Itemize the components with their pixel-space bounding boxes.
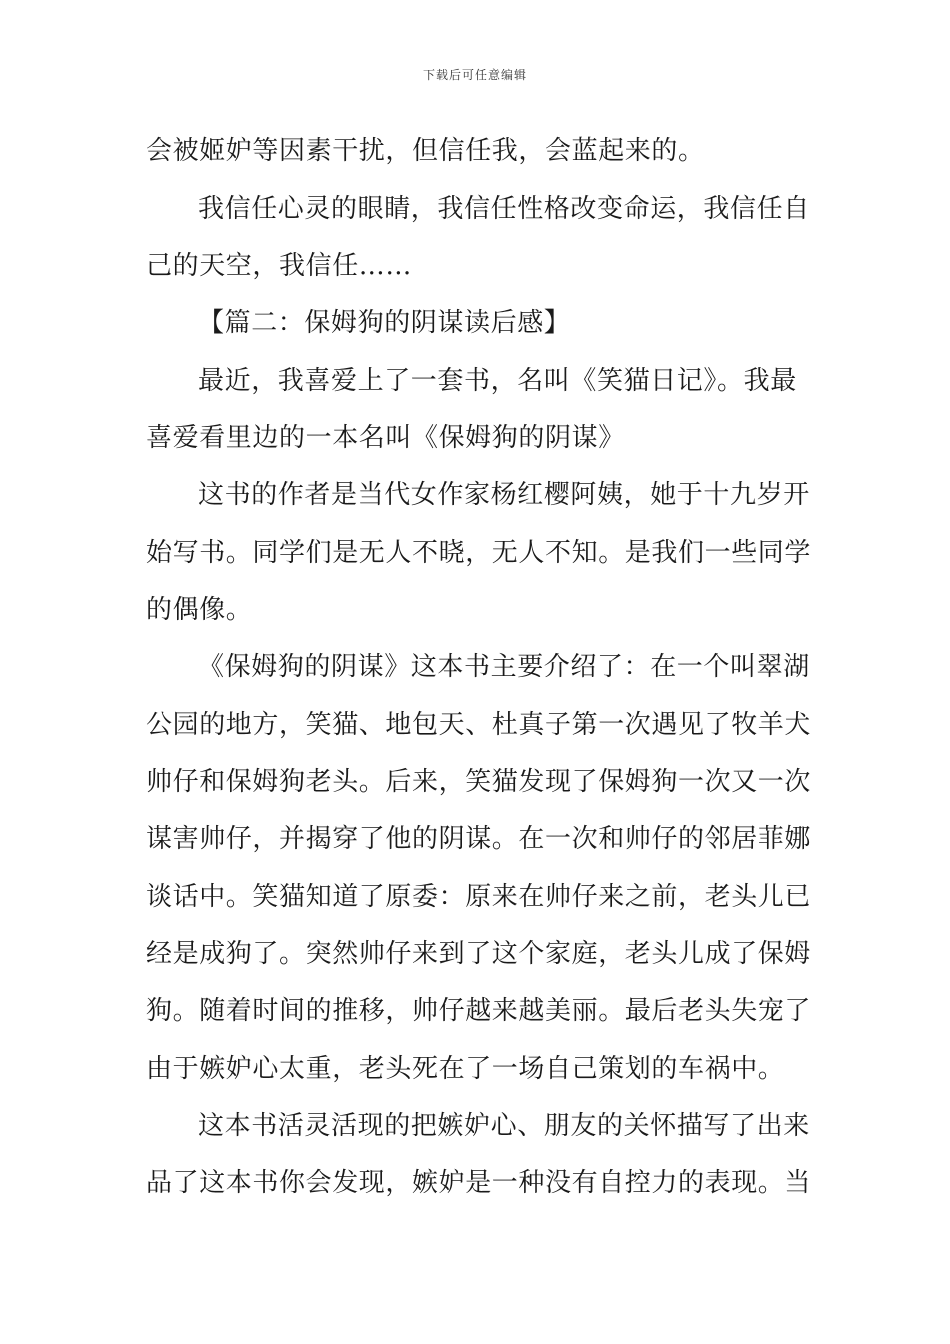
text-line: 这书的作者是当代女作家杨红樱阿姨，她于十九岁开	[198, 480, 810, 510]
text-line: 这本书活灵活现的把嫉妒心、朋友的关怀描写了出来	[198, 1111, 810, 1141]
text-line: 谈话中。笑猫知道了原委：原来在帅仔来之前，老头儿已	[146, 882, 812, 912]
text-line: 的偶像。	[146, 595, 253, 625]
text-line: 帅仔和保姆狗老头。后来，笑猫发现了保姆狗一次又一次	[146, 767, 812, 797]
text-line: 《保姆狗的阴谋》这本书主要介绍了：在一个叫翠湖	[198, 652, 810, 682]
text-line: 喜爱看里边的一本名叫《保姆狗的阴谋》	[146, 423, 625, 453]
text-line: 经是成狗了。突然帅仔来到了这个家庭，老头儿成了保姆	[146, 939, 812, 969]
section-heading: 【篇二：保姆狗的阴谋读后感】	[198, 308, 571, 338]
text-line: 己的天空，我信任……	[146, 251, 413, 281]
text-line: 狗。随着时间的推移，帅仔越来越美丽。最后老头失宠了	[146, 996, 812, 1026]
text-line: 始写书。同学们是无人不晓，无人不知。是我们一些同学	[146, 538, 812, 568]
text-line: 品了这本书你会发现，嫉妒是一种没有自控力的表现。当	[146, 1168, 812, 1198]
text-line: 会被姬妒等因素干扰，但信任我，会蓝起来的。	[146, 136, 705, 166]
text-line: 谋害帅仔，并揭穿了他的阴谋。在一次和帅仔的邻居菲娜	[146, 824, 812, 854]
page-header-note: 下载后可任意编辑	[422, 68, 527, 82]
text-line: 公园的地方，笑猫、地包天、杜真子第一次遇见了牧羊犬	[146, 710, 812, 740]
text-line: 我信任心灵的眼睛，我信任性格改变命运，我信任自	[198, 194, 810, 224]
text-line: 最近，我喜爱上了一套书，名叫《笑猫日记》。我最	[198, 366, 797, 396]
text-line: 由于嫉妒心太重，老头死在了一场自己策划的车祸中。	[146, 1054, 785, 1084]
